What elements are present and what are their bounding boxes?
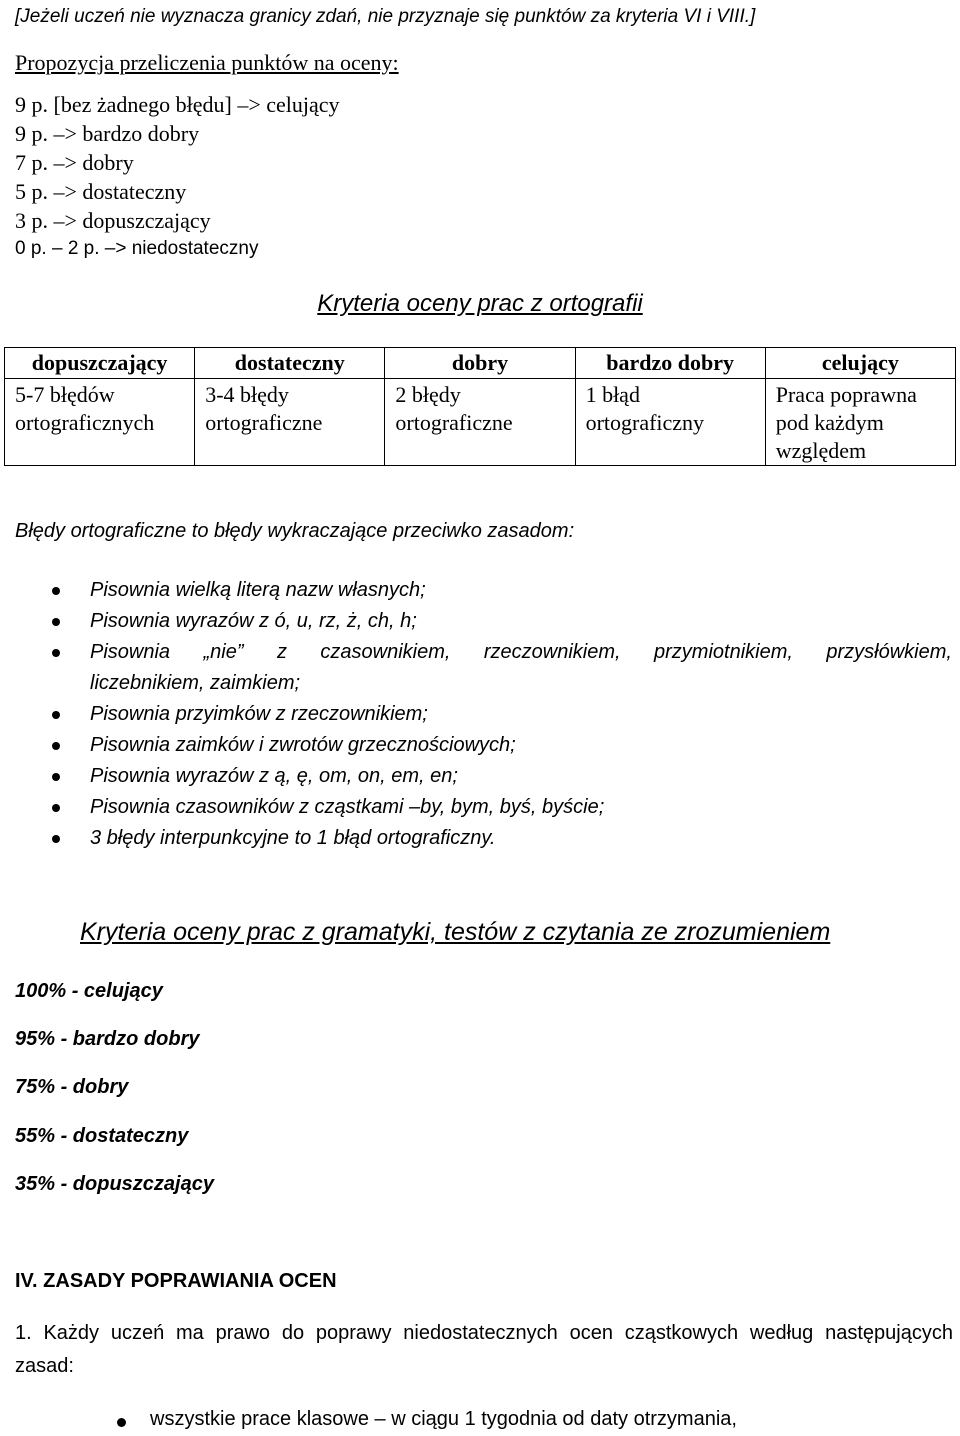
error-list xyxy=(0,575,960,854)
points-line: 9 p. [bez żadnego błędu] –> celujący xyxy=(15,92,340,117)
bullet-icon xyxy=(52,742,60,750)
list-item: Pisownia wyrazów z ó, u, rz, ż, ch, h; xyxy=(0,606,960,637)
list-item: Pisownia przyimków z rzeczownikiem; xyxy=(0,699,960,730)
word: poprawy xyxy=(315,1322,392,1344)
points-line: 5 p. –> dostateczny xyxy=(15,179,187,204)
cell-celujacy xyxy=(765,379,955,466)
ortho-criteria-table xyxy=(4,347,956,466)
word: „nie” xyxy=(203,641,244,663)
cell-bardzo-dobry xyxy=(575,379,765,466)
list-item: Pisownia wielką literą nazw własnych; xyxy=(0,575,960,606)
bullet-icon xyxy=(52,804,60,812)
header-dobry: dobry xyxy=(385,348,575,379)
list-item: Pisownia zaimków i zwrotów grzecznościowych; xyxy=(0,730,960,761)
list-item: Pisownia czasowników z cząstkami –by, bym, byś, byście; xyxy=(0,792,960,823)
word: według xyxy=(749,1322,814,1344)
cell-line: ortograficzny xyxy=(585,410,705,435)
cell-dobry xyxy=(385,379,575,466)
table-row xyxy=(5,379,956,466)
word: do xyxy=(281,1322,305,1344)
header-dostateczny: dostateczny xyxy=(195,348,385,379)
cell-dostateczny xyxy=(195,379,385,466)
table-header-row xyxy=(5,348,956,379)
bullet-icon xyxy=(52,711,60,719)
word: prawo xyxy=(215,1322,271,1344)
word: następujących xyxy=(825,1322,953,1344)
header-celujacy: celujący xyxy=(765,348,955,379)
word: 1. xyxy=(15,1322,32,1344)
grade-level: 95% - bardzo dobry xyxy=(15,1028,200,1050)
cell-line: względem xyxy=(775,438,867,463)
word: ma xyxy=(176,1322,204,1344)
justified-line xyxy=(90,637,960,668)
rule-1-line: zasad: xyxy=(15,1355,74,1377)
grade-level: 35% - dopuszczający xyxy=(15,1173,214,1195)
header-dopuszczajacy: dopuszczający xyxy=(5,348,195,379)
points-line: 9 p. –> bardzo dobry xyxy=(15,121,200,146)
word: przymiotnikiem, xyxy=(654,641,793,663)
ortho-criteria-title: Kryteria oceny prac z ortografii xyxy=(317,290,643,317)
cell-line: 1 błąd xyxy=(585,382,640,407)
cell-line: 3-4 błędy xyxy=(205,382,289,407)
word: Pisownia xyxy=(90,641,171,663)
list-item xyxy=(0,637,960,668)
header-bardzo-dobry: bardzo dobry xyxy=(575,348,765,379)
bullet-icon xyxy=(117,1418,126,1427)
cell-line: ortograficzne xyxy=(395,410,513,435)
cell-line: ortograficzne xyxy=(205,410,323,435)
rule-1-line xyxy=(15,1322,953,1345)
bullet-icon xyxy=(52,835,60,843)
list-item: 3 błędy interpunkcyjne to 1 błąd ortograficzny. xyxy=(0,823,960,854)
cell-dopuszczajacy xyxy=(5,379,195,466)
word: niedostatecznych xyxy=(403,1322,558,1344)
word: uczeń xyxy=(110,1322,165,1344)
word: czasownikiem, xyxy=(320,641,451,663)
list-item-continuation: liczebnikiem, zaimkiem; xyxy=(90,672,301,694)
points-line: 7 p. –> dobry xyxy=(15,150,134,175)
grammar-criteria-title: Kryteria oceny prac z gramatyki, testów z czytania ze zrozumieniem xyxy=(80,918,831,946)
points-line: 3 p. –> dopuszczający xyxy=(15,208,211,233)
bullet-icon xyxy=(52,587,60,595)
bullet-icon xyxy=(52,649,60,657)
rule-sub-item: wszystkie prace klasowe – w ciągu 1 tygodnia od daty otrzymania, xyxy=(150,1408,737,1430)
section-heading: IV. ZASADY POPRAWIANIA OCEN xyxy=(15,1270,337,1292)
word: Każdy xyxy=(43,1322,100,1344)
proposal-title: Propozycja przeliczenia punktów na oceny: xyxy=(15,50,399,75)
word: z xyxy=(276,641,287,663)
list-item: Pisownia wyrazów z ą, ę, om, on, em, en; xyxy=(0,761,960,792)
bullet-icon xyxy=(52,618,60,626)
word: cząstkowych xyxy=(624,1322,739,1344)
word: ocen xyxy=(569,1322,613,1344)
grade-level: 75% - dobry xyxy=(15,1076,129,1098)
cell-line: 5-7 błędów xyxy=(15,382,115,407)
grade-level: 55% - dostateczny xyxy=(15,1125,189,1147)
cell-line: 2 błędy xyxy=(395,382,461,407)
bullet-icon xyxy=(52,773,60,781)
word: przysłówkiem, xyxy=(826,641,952,663)
grading-note: [Jeżeli uczeń nie wyznacza granicy zdań, nie przyznaje się punktów za kryteria VI i VIII.] xyxy=(15,6,756,27)
errors-intro: Błędy ortograficzne to błędy wykraczające przeciwko zasadom: xyxy=(15,520,575,542)
cell-line: pod każdym xyxy=(775,410,884,435)
points-line: 0 p. – 2 p. –> niedostateczny xyxy=(15,238,259,259)
grade-level: 100% - celujący xyxy=(15,980,163,1002)
cell-line: ortograficznych xyxy=(15,410,155,435)
word: rzeczownikiem, xyxy=(483,641,621,663)
cell-line: Praca poprawna xyxy=(775,382,917,407)
